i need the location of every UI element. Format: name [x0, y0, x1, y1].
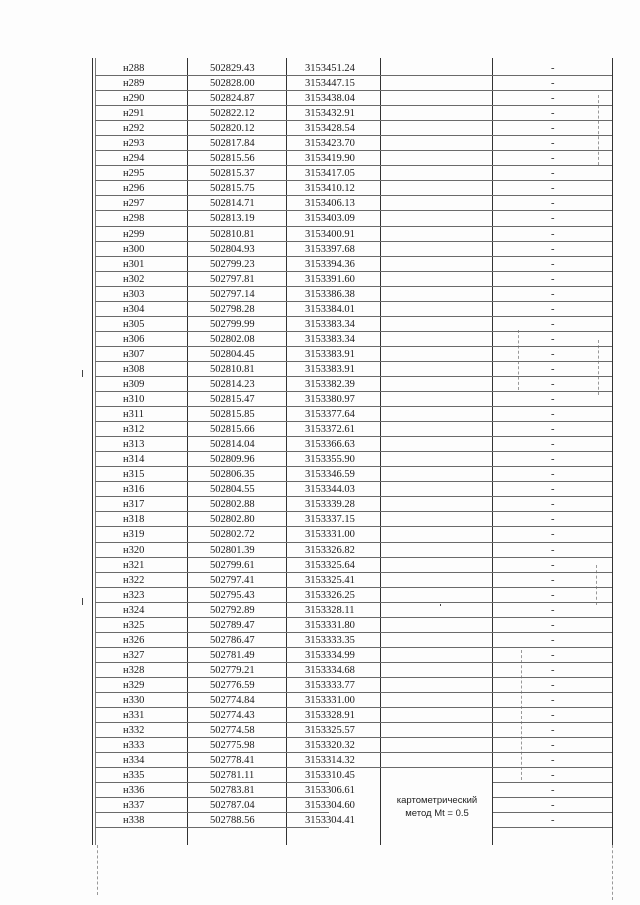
coord-y: 3153326.25	[305, 589, 355, 601]
point-id: н338	[123, 815, 145, 827]
coord-y: 3153391.60	[305, 273, 355, 285]
point-id: н317	[123, 499, 145, 511]
accuracy-value: -	[551, 559, 555, 571]
point-id: н310	[123, 394, 145, 406]
table-row	[95, 332, 612, 347]
table-row	[95, 813, 612, 828]
table-row	[95, 136, 612, 151]
coord-y: 3153403.09	[305, 213, 355, 225]
accuracy-value: -	[551, 634, 555, 646]
table-row	[95, 648, 612, 663]
coord-y: 3153339.28	[305, 499, 355, 511]
table-row	[95, 196, 612, 211]
point-id: н288	[123, 63, 145, 74]
accuracy-value: -	[551, 198, 555, 210]
accuracy-value: -	[551, 439, 555, 451]
accuracy-value: -	[551, 273, 555, 285]
coord-y: 3153304.41	[305, 815, 355, 827]
point-id: н313	[123, 439, 145, 451]
table-row	[95, 603, 612, 618]
coord-y: 3153346.59	[305, 469, 355, 481]
coord-x: 502792.89	[210, 604, 255, 616]
coord-x: 502802.72	[210, 529, 255, 541]
accuracy-value: -	[551, 785, 555, 797]
point-id: н295	[123, 168, 145, 180]
table-row	[95, 151, 612, 166]
point-id: н337	[123, 800, 145, 812]
coord-y: 3153383.91	[305, 348, 355, 360]
table-row	[95, 437, 612, 452]
accuracy-value: -	[551, 800, 555, 812]
point-id: н300	[123, 243, 145, 255]
coord-y: 3153383.91	[305, 363, 355, 375]
coord-y: 3153406.13	[305, 198, 355, 210]
coord-x: 502804.45	[210, 348, 255, 360]
coord-y: 3153355.90	[305, 454, 355, 466]
table-row	[95, 211, 612, 226]
point-id: н324	[123, 604, 145, 616]
coord-x: 502789.47	[210, 619, 255, 631]
accuracy-value: -	[551, 710, 555, 722]
coord-y: 3153304.60	[305, 800, 355, 812]
coord-x: 502814.23	[210, 378, 255, 390]
coord-x: 502802.88	[210, 499, 255, 511]
accuracy-value: -	[551, 394, 555, 406]
coord-x: 502783.81	[210, 785, 255, 797]
point-id: н328	[123, 664, 145, 676]
point-id: н322	[123, 574, 145, 586]
coord-y: 3153383.34	[305, 318, 355, 330]
coord-x: 502813.19	[210, 213, 255, 225]
table-row	[95, 527, 612, 542]
coord-x: 502797.41	[210, 574, 255, 586]
coord-y: 3153432.91	[305, 108, 355, 120]
coord-y: 3153372.61	[305, 424, 355, 436]
accuracy-value: -	[551, 679, 555, 691]
point-id: н292	[123, 123, 145, 135]
accuracy-value: -	[551, 378, 555, 390]
table-row	[95, 166, 612, 181]
accuracy-value: -	[551, 499, 555, 511]
coord-y: 3153383.34	[305, 333, 355, 345]
coord-x: 502817.84	[210, 138, 255, 150]
table-row	[95, 392, 612, 407]
table-row	[95, 753, 612, 768]
coord-y: 3153306.61	[305, 785, 355, 797]
coord-y: 3153325.41	[305, 574, 355, 586]
accuracy-value: -	[551, 123, 555, 135]
accuracy-method-note	[386, 794, 488, 820]
accuracy-value: -	[551, 664, 555, 676]
table-row	[95, 512, 612, 527]
table-row	[95, 302, 612, 317]
accuracy-value: -	[551, 544, 555, 556]
table-row	[95, 618, 612, 633]
point-id: н331	[123, 710, 145, 722]
coord-y: 3153451.24	[305, 63, 355, 74]
table-border-right	[612, 58, 613, 845]
table-border-left	[92, 58, 93, 845]
coord-x: 502814.71	[210, 198, 255, 210]
accuracy-value: -	[551, 529, 555, 541]
point-id: н294	[123, 153, 145, 165]
accuracy-value: -	[551, 604, 555, 616]
coord-y: 3153344.03	[305, 484, 355, 496]
coord-y: 3153447.15	[305, 78, 355, 90]
coord-x: 502797.81	[210, 273, 255, 285]
coord-x: 502802.08	[210, 333, 255, 345]
accuracy-value: -	[551, 484, 555, 496]
table-row	[95, 227, 612, 242]
point-id: н306	[123, 333, 145, 345]
coord-y: 3153333.77	[305, 679, 355, 691]
coord-x: 502788.56	[210, 815, 255, 827]
table-row	[95, 663, 612, 678]
accuracy-value: -	[551, 574, 555, 586]
coord-y: 3153428.54	[305, 123, 355, 135]
point-id: н291	[123, 108, 145, 120]
table-row	[95, 678, 612, 693]
point-id: н323	[123, 589, 145, 601]
coord-y: 3153337.15	[305, 514, 355, 526]
scan-dash-line	[97, 845, 98, 895]
table-row	[95, 497, 612, 512]
coord-y: 3153394.36	[305, 258, 355, 270]
table-row	[95, 242, 612, 257]
point-id: н290	[123, 93, 145, 105]
coord-x: 502804.55	[210, 484, 255, 496]
accuracy-value: -	[551, 725, 555, 737]
coord-x: 502778.41	[210, 755, 255, 767]
coord-x: 502810.81	[210, 228, 255, 240]
point-id: н332	[123, 725, 145, 737]
coord-x: 502786.47	[210, 634, 255, 646]
accuracy-value: -	[551, 649, 555, 661]
coord-x: 502781.11	[210, 770, 255, 782]
point-id: н303	[123, 288, 145, 300]
accuracy-value: -	[551, 243, 555, 255]
point-id: н289	[123, 78, 145, 90]
coord-x: 502799.23	[210, 258, 255, 270]
table-row	[95, 588, 612, 603]
accuracy-value: -	[551, 589, 555, 601]
coord-x: 502774.58	[210, 725, 255, 737]
point-id: н334	[123, 755, 145, 767]
table-row	[95, 407, 612, 422]
coord-y: 3153310.45	[305, 770, 355, 782]
coord-y: 3153382.39	[305, 378, 355, 390]
point-id: н311	[123, 409, 144, 421]
coord-x: 502795.43	[210, 589, 255, 601]
coord-y: 3153380.97	[305, 394, 355, 406]
coord-y: 3153410.12	[305, 183, 355, 195]
coord-x: 502799.99	[210, 318, 255, 330]
coord-x: 502776.59	[210, 679, 255, 691]
accuracy-value: -	[551, 815, 555, 827]
table-row	[95, 798, 612, 813]
accuracy-value: -	[551, 333, 555, 345]
coord-x: 502801.39	[210, 544, 255, 556]
accuracy-value: -	[551, 138, 555, 150]
row-rule	[493, 827, 612, 828]
table-row	[95, 121, 612, 136]
coord-x: 502815.47	[210, 394, 255, 406]
coord-y: 3153331.00	[305, 694, 355, 706]
point-id: н325	[123, 619, 145, 631]
coord-y: 3153438.04	[305, 93, 355, 105]
point-id: н335	[123, 770, 145, 782]
coord-x: 502815.66	[210, 424, 255, 436]
accuracy-value: -	[551, 228, 555, 240]
point-id: н327	[123, 649, 145, 661]
accuracy-value: -	[551, 63, 555, 74]
point-id: н293	[123, 138, 145, 150]
accuracy-value: -	[551, 424, 555, 436]
table-row	[95, 723, 612, 738]
table-row	[95, 257, 612, 272]
point-id: н326	[123, 634, 145, 646]
table-row	[95, 181, 612, 196]
accuracy-value: -	[551, 288, 555, 300]
accuracy-value: -	[551, 409, 555, 421]
coord-y: 3153423.70	[305, 138, 355, 150]
table-row	[95, 693, 612, 708]
point-id: н320	[123, 544, 145, 556]
coord-x: 502815.37	[210, 168, 255, 180]
point-id: н299	[123, 228, 145, 240]
accuracy-value: -	[551, 469, 555, 481]
scan-dash-line	[612, 845, 613, 900]
table-row	[95, 347, 612, 362]
table-row	[95, 287, 612, 302]
coord-x: 502799.61	[210, 559, 255, 571]
accuracy-value: -	[551, 755, 555, 767]
point-id: н308	[123, 363, 145, 375]
point-id: н319	[123, 529, 145, 541]
table-row	[95, 482, 612, 497]
point-id: н302	[123, 273, 145, 285]
table-row	[95, 738, 612, 753]
coord-x: 502810.81	[210, 363, 255, 375]
coordinates-table	[95, 61, 612, 828]
point-id: н321	[123, 559, 145, 571]
coord-x: 502820.12	[210, 123, 255, 135]
coord-y: 3153417.05	[305, 168, 355, 180]
coord-x: 502802.80	[210, 514, 255, 526]
scan-speck	[82, 598, 83, 605]
coord-y: 3153397.68	[305, 243, 355, 255]
table-row	[95, 543, 612, 558]
coord-y: 3153326.82	[305, 544, 355, 556]
point-id: н304	[123, 303, 145, 315]
table-row	[95, 573, 612, 588]
table-row	[95, 61, 612, 76]
point-id: н305	[123, 318, 145, 330]
coord-y: 3153384.01	[305, 303, 355, 315]
coord-y: 3153366.63	[305, 439, 355, 451]
accuracy-value: -	[551, 740, 555, 752]
coord-x: 502815.75	[210, 183, 255, 195]
table-row	[95, 768, 612, 783]
point-id: н301	[123, 258, 145, 270]
point-id: н307	[123, 348, 145, 360]
coord-x: 502787.04	[210, 800, 255, 812]
coord-y: 3153328.91	[305, 710, 355, 722]
scan-speck	[82, 370, 83, 377]
accuracy-value: -	[551, 318, 555, 330]
coord-y: 3153400.91	[305, 228, 355, 240]
coord-y: 3153386.38	[305, 288, 355, 300]
accuracy-value: -	[551, 153, 555, 165]
point-id: н316	[123, 484, 145, 496]
accuracy-value: -	[551, 108, 555, 120]
table-row	[95, 783, 612, 798]
point-id: н298	[123, 213, 145, 225]
coord-x: 502798.28	[210, 303, 255, 315]
table-row	[95, 708, 612, 723]
table-row	[95, 272, 612, 287]
table-row	[95, 377, 612, 392]
point-id: н296	[123, 183, 145, 195]
coord-x: 502804.93	[210, 243, 255, 255]
coord-x: 502829.43	[210, 63, 255, 74]
coord-x: 502775.98	[210, 740, 255, 752]
coord-y: 3153331.80	[305, 619, 355, 631]
coord-y: 3153325.57	[305, 725, 355, 737]
coord-y: 3153377.64	[305, 409, 355, 421]
accuracy-value: -	[551, 78, 555, 90]
coord-x: 502797.14	[210, 288, 255, 300]
point-id: н318	[123, 514, 145, 526]
coord-x: 502774.84	[210, 694, 255, 706]
point-id: н312	[123, 424, 145, 436]
coord-x: 502824.87	[210, 93, 255, 105]
coord-y: 3153320.32	[305, 740, 355, 752]
coord-y: 3153334.68	[305, 664, 355, 676]
accuracy-value: -	[551, 213, 555, 225]
coord-y: 3153314.32	[305, 755, 355, 767]
accuracy-value: -	[551, 454, 555, 466]
accuracy-value: -	[551, 93, 555, 105]
point-id: н336	[123, 785, 145, 797]
coord-x: 502815.56	[210, 153, 255, 165]
method-line-2: метод Mt = 0.5	[405, 808, 469, 819]
coord-x: 502781.49	[210, 649, 255, 661]
coord-x: 502809.96	[210, 454, 255, 466]
table-row	[95, 76, 612, 91]
accuracy-value: -	[551, 348, 555, 360]
accuracy-value: -	[551, 303, 555, 315]
coord-x: 502815.85	[210, 409, 255, 421]
coord-x: 502822.12	[210, 108, 255, 120]
table-row	[95, 106, 612, 121]
accuracy-value: -	[551, 258, 555, 270]
point-id: н330	[123, 694, 145, 706]
table-row	[95, 362, 612, 377]
coord-y: 3153334.99	[305, 649, 355, 661]
point-id: н309	[123, 378, 145, 390]
coord-x: 502814.04	[210, 439, 255, 451]
accuracy-value: -	[551, 514, 555, 526]
coord-x: 502774.43	[210, 710, 255, 722]
coord-y: 3153419.90	[305, 153, 355, 165]
table-row	[95, 317, 612, 332]
point-id: н314	[123, 454, 145, 466]
point-id: н315	[123, 469, 145, 481]
coord-x: 502806.35	[210, 469, 255, 481]
point-id: н297	[123, 198, 145, 210]
accuracy-value: -	[551, 619, 555, 631]
point-id: н329	[123, 679, 145, 691]
accuracy-value: -	[551, 183, 555, 195]
row-rule	[95, 827, 329, 828]
method-line-1: картометрический	[396, 795, 478, 806]
coord-y: 3153328.11	[305, 604, 355, 616]
coord-x: 502779.21	[210, 664, 255, 676]
table-row	[95, 422, 612, 437]
accuracy-value: -	[551, 168, 555, 180]
coord-x: 502828.00	[210, 78, 255, 90]
coord-y: 3153331.00	[305, 529, 355, 541]
coord-y: 3153333.35	[305, 634, 355, 646]
table-row	[95, 558, 612, 573]
accuracy-value: -	[551, 770, 555, 782]
table-row	[95, 467, 612, 482]
table-row	[95, 452, 612, 467]
table-row	[95, 633, 612, 648]
coord-y: 3153325.64	[305, 559, 355, 571]
accuracy-value: -	[551, 363, 555, 375]
table-row	[95, 91, 612, 106]
accuracy-value: -	[551, 694, 555, 706]
point-id: н333	[123, 740, 145, 752]
